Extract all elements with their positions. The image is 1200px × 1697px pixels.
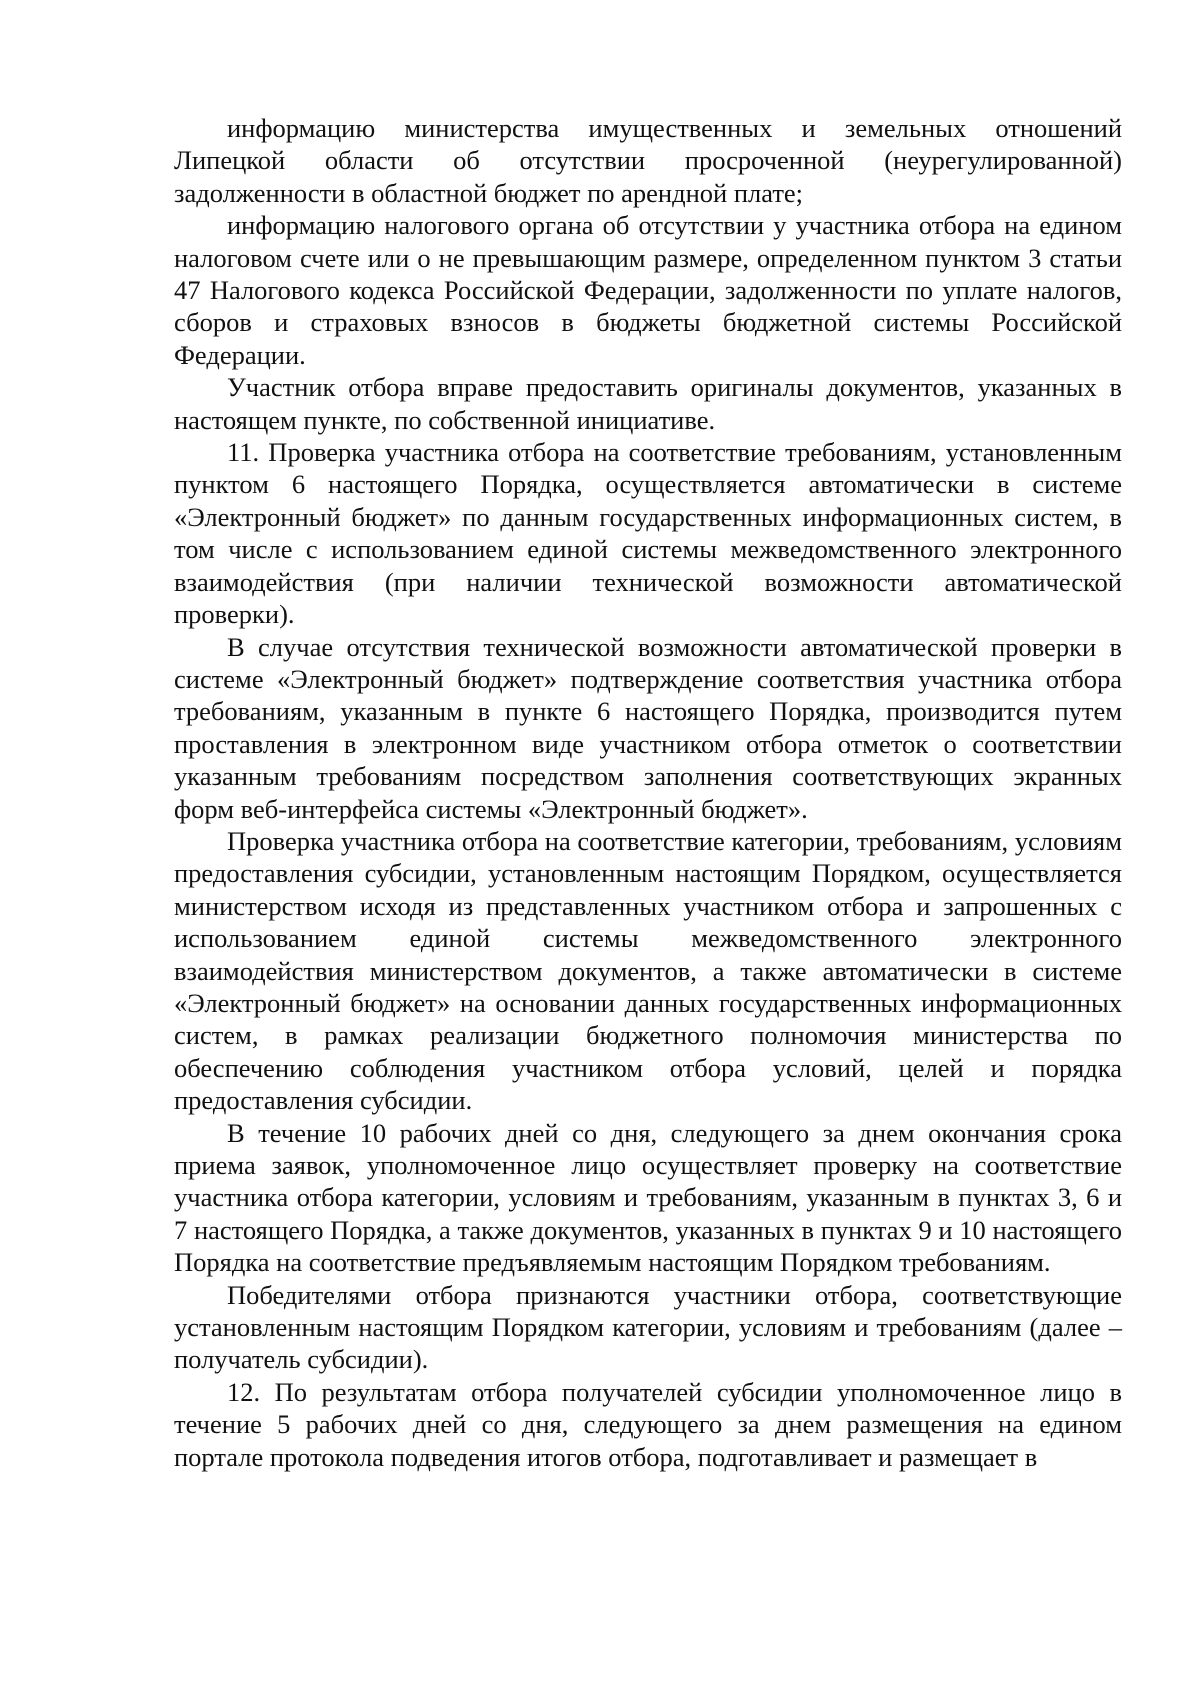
paragraph-originals-right: Участник отбора вправе предоставить оригиналы документов, указанных в настоящем пункте, по собственной инициативе.: [174, 372, 1122, 435]
paragraph-check-deadline: В течение 10 рабочих дней со дня, следующего за днем окончания срока приема заявок, уполномоченное лицо осуществляет проверку на соответствие участника отбора категории, условиям и требованиям, указанным в пунктах 3, 6 и 7 настоящего Порядка, а также документов, указанных в пунктах 9 и 10 настоящего Порядка на соответствие предъявляемым настоящим Порядком требованиям.: [174, 1117, 1122, 1278]
paragraph-property-ministry-info: информацию министерства имущественных и земельных отношений Липецкой области об отсутствии просроченной (неурегулированной) задолженности в областной бюджет по арендной плате;: [174, 113, 1122, 208]
paragraph-winners: Победителями отбора признаются участники отбора, соответствующие установленным настоящим Порядком категории, условиям и требованиям (далее – получатель субсидии).: [174, 1279, 1122, 1375]
paragraph-item-11-check: 11. Проверка участника отбора на соответствие требованиям, установленным пунктом 6 настоящего Порядка, осуществляется автоматически в системе «Электронный бюджет» по данным государственных информационных систем, в том числе с использованием единой системы межведомственного электронного взаимодействия (при наличии технической возможности автоматической проверки).: [174, 437, 1122, 630]
document-page: [174, 112, 1122, 1473]
paragraph-item-12-results: 12. По результатам отбора получателей субсидии уполномоченное лицо в течение 5 рабочих дней со дня, следующего за днем размещения на едином портале протокола подведения итогов отбора, подготавливает и размещает в: [174, 1376, 1122, 1472]
paragraph-ministry-check: Проверка участника отбора на соответствие категории, требованиям, условиям предоставления субсидии, установленным настоящим Порядком, осуществляется министерством исходя из представленных участником отбора и запрошенных с использованием единой системы межведомственного электронного взаимодействия министерством документов, а также автоматически в системе «Электронный бюджет» на основании данных государственных информационных систем, в рамках реализации бюджетного полномочия министерства по обеспечению соблюдения участником отбора условий, целей и порядка предоставления субсидии.: [174, 825, 1122, 1116]
paragraph-tax-authority-info: информацию налогового органа об отсутствии у участника отбора на едином налоговом счете или о не превышающим размере, определенном пунктом 3 статьи 47 Налогового кодекса Российской Федерации, задолженности по уплате налогов, сборов и страховых взносов в бюджеты бюджетной системы Российской Федерации.: [174, 210, 1122, 370]
paragraph-manual-confirmation: В случае отсутствия технической возможности автоматической проверки в системе «Электронный бюджет» подтверждение соответствия участника отбора требованиям, указанным в пункте 6 настоящего Порядка, производится путем проставления в электронном виде участником отбора отметок о соответствии указанным требованиям посредством заполнения соответствующих экранных форм веб-интерфейса системы «Электронный бюджет».: [174, 631, 1122, 824]
